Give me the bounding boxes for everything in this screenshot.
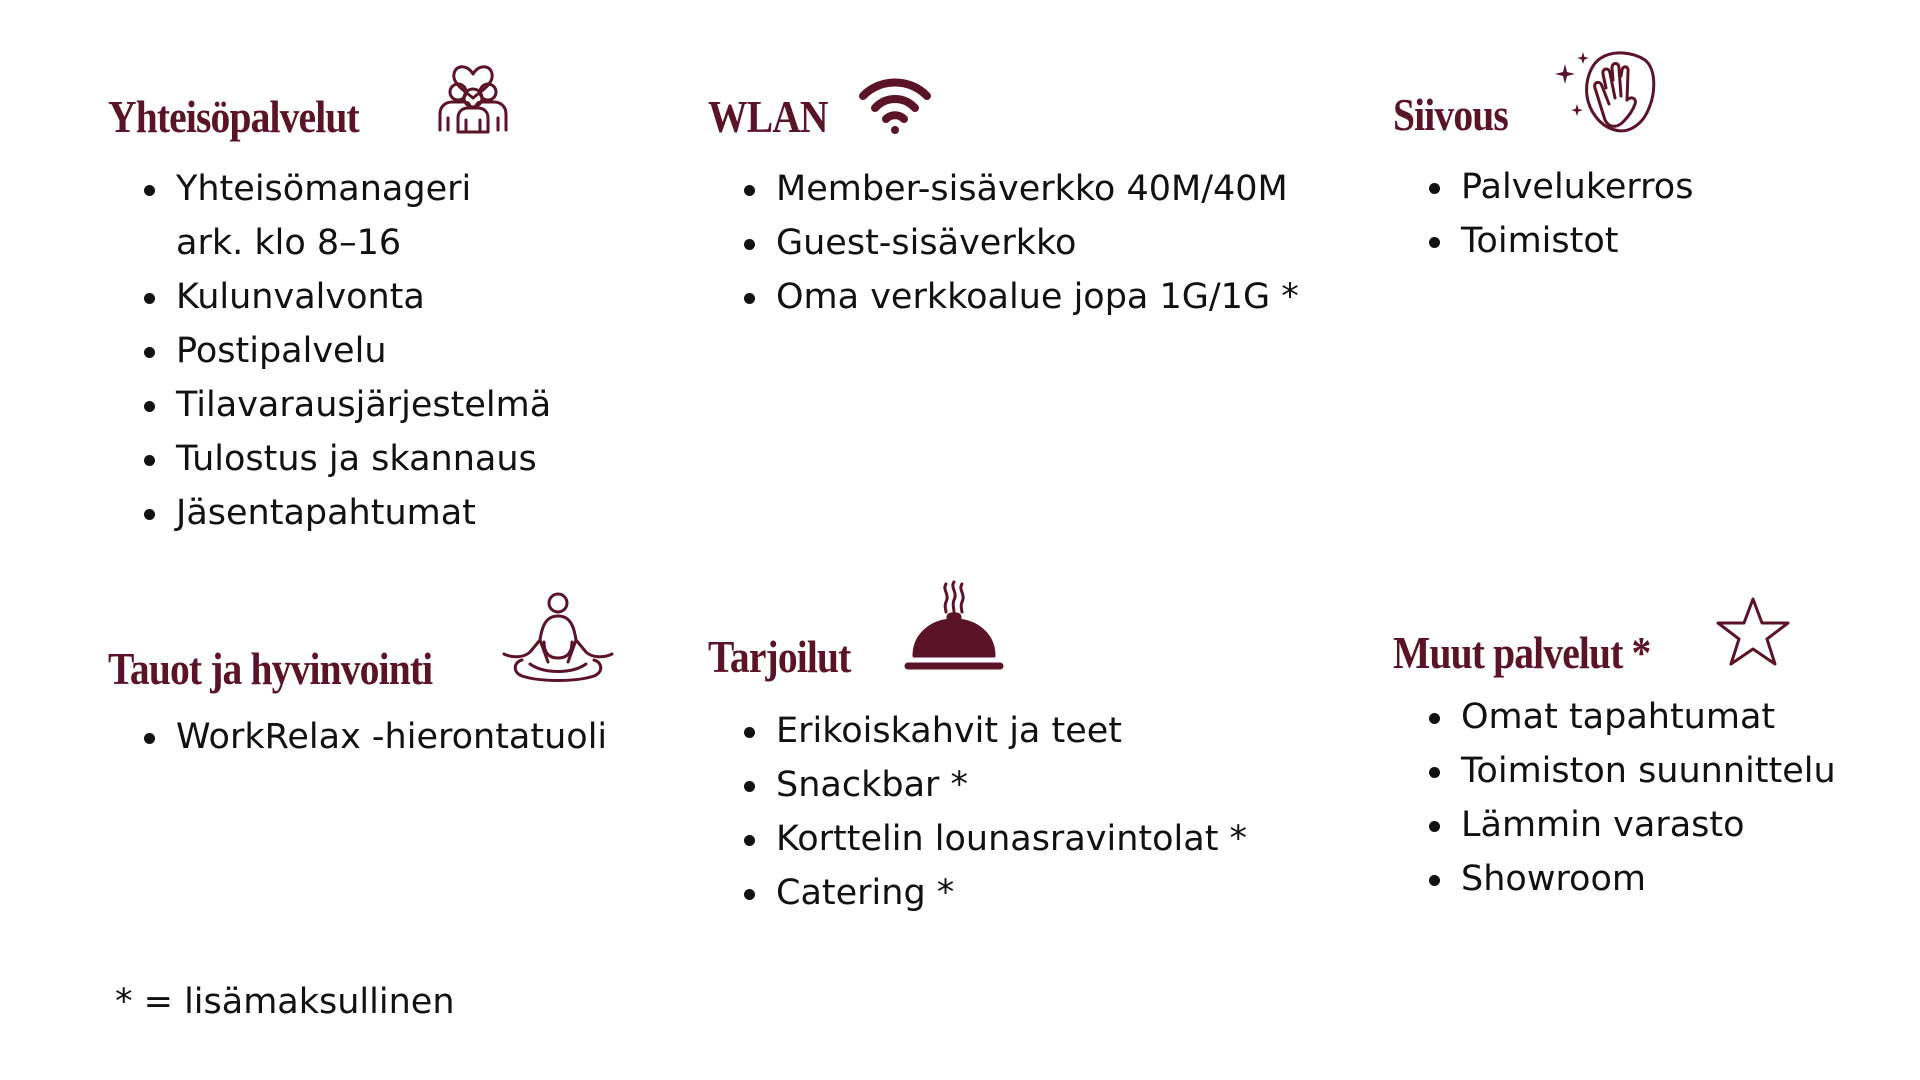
list-item: Korttelin lounasravintolat * <box>744 812 1247 866</box>
list-item-text-continued: ark. klo 8–16 <box>176 223 402 263</box>
list-item: Showroom <box>1429 852 1836 906</box>
list-item-text: Yhteisömanageri <box>176 169 472 209</box>
list-item <box>144 162 551 270</box>
section-community <box>108 30 668 533</box>
list-item: Snackbar * <box>744 758 1247 812</box>
section-title-wellbeing: Tauot ja hyvinvointi <box>108 643 433 694</box>
footnote: * = lisämaksullinen <box>115 982 455 1022</box>
section-wellbeing-header <box>108 582 668 692</box>
section-title-wlan: WLAN <box>708 91 828 142</box>
list-item: Tilavarausjärjestelmä <box>144 378 551 432</box>
list-item: Kulunvalvonta <box>144 270 551 324</box>
list-item: Palvelukerros <box>1429 160 1693 214</box>
cleaning-list <box>1429 160 1693 268</box>
serving-cloche-icon <box>906 580 1002 680</box>
list-item: WorkRelax -hierontatuoli <box>144 710 607 764</box>
other-list <box>1429 690 1836 906</box>
section-catering-header <box>708 570 1348 680</box>
section-title-other: Muut palvelut * <box>1393 627 1651 678</box>
wlan-list <box>744 162 1299 324</box>
section-other-header <box>1393 566 1893 676</box>
community-people-icon <box>430 48 516 134</box>
list-item: Erikoiskahvit ja teet <box>744 704 1247 758</box>
wifi-icon <box>858 72 932 136</box>
list-item: Omat tapahtumat <box>1429 690 1836 744</box>
list-item: Toimistot <box>1429 214 1693 268</box>
wellbeing-list <box>144 710 607 764</box>
section-cleaning-header <box>1393 28 1893 138</box>
meditation-icon <box>500 592 616 684</box>
list-item: Tulostus ja skannaus <box>144 432 551 486</box>
list-item: Member-sisäverkko 40M/40M <box>744 162 1299 216</box>
section-wellbeing <box>108 582 668 757</box>
list-item: Jäsentapahtumat <box>144 486 551 540</box>
list-item: Toimiston suunnittelu <box>1429 744 1836 798</box>
section-catering <box>708 570 1348 913</box>
section-title-catering: Tarjoilut <box>708 631 851 682</box>
section-title-community: Yhteisöpalvelut <box>108 91 359 142</box>
section-wlan <box>708 30 1348 317</box>
list-item: Catering * <box>744 866 1247 920</box>
cleaning-hand-icon <box>1553 50 1657 136</box>
list-item: Oma verkkoalue jopa 1G/1G * <box>744 270 1299 324</box>
section-community-header <box>108 30 668 140</box>
section-cleaning <box>1393 28 1893 261</box>
catering-list <box>744 704 1247 920</box>
star-icon <box>1715 596 1791 668</box>
section-other <box>1393 566 1893 899</box>
list-item: Lämmin varasto <box>1429 798 1836 852</box>
community-list <box>144 162 551 540</box>
list-item: Guest-sisäverkko <box>744 216 1299 270</box>
section-title-cleaning: Siivous <box>1393 89 1508 140</box>
section-wlan-header <box>708 30 1348 140</box>
list-item: Postipalvelu <box>144 324 551 378</box>
